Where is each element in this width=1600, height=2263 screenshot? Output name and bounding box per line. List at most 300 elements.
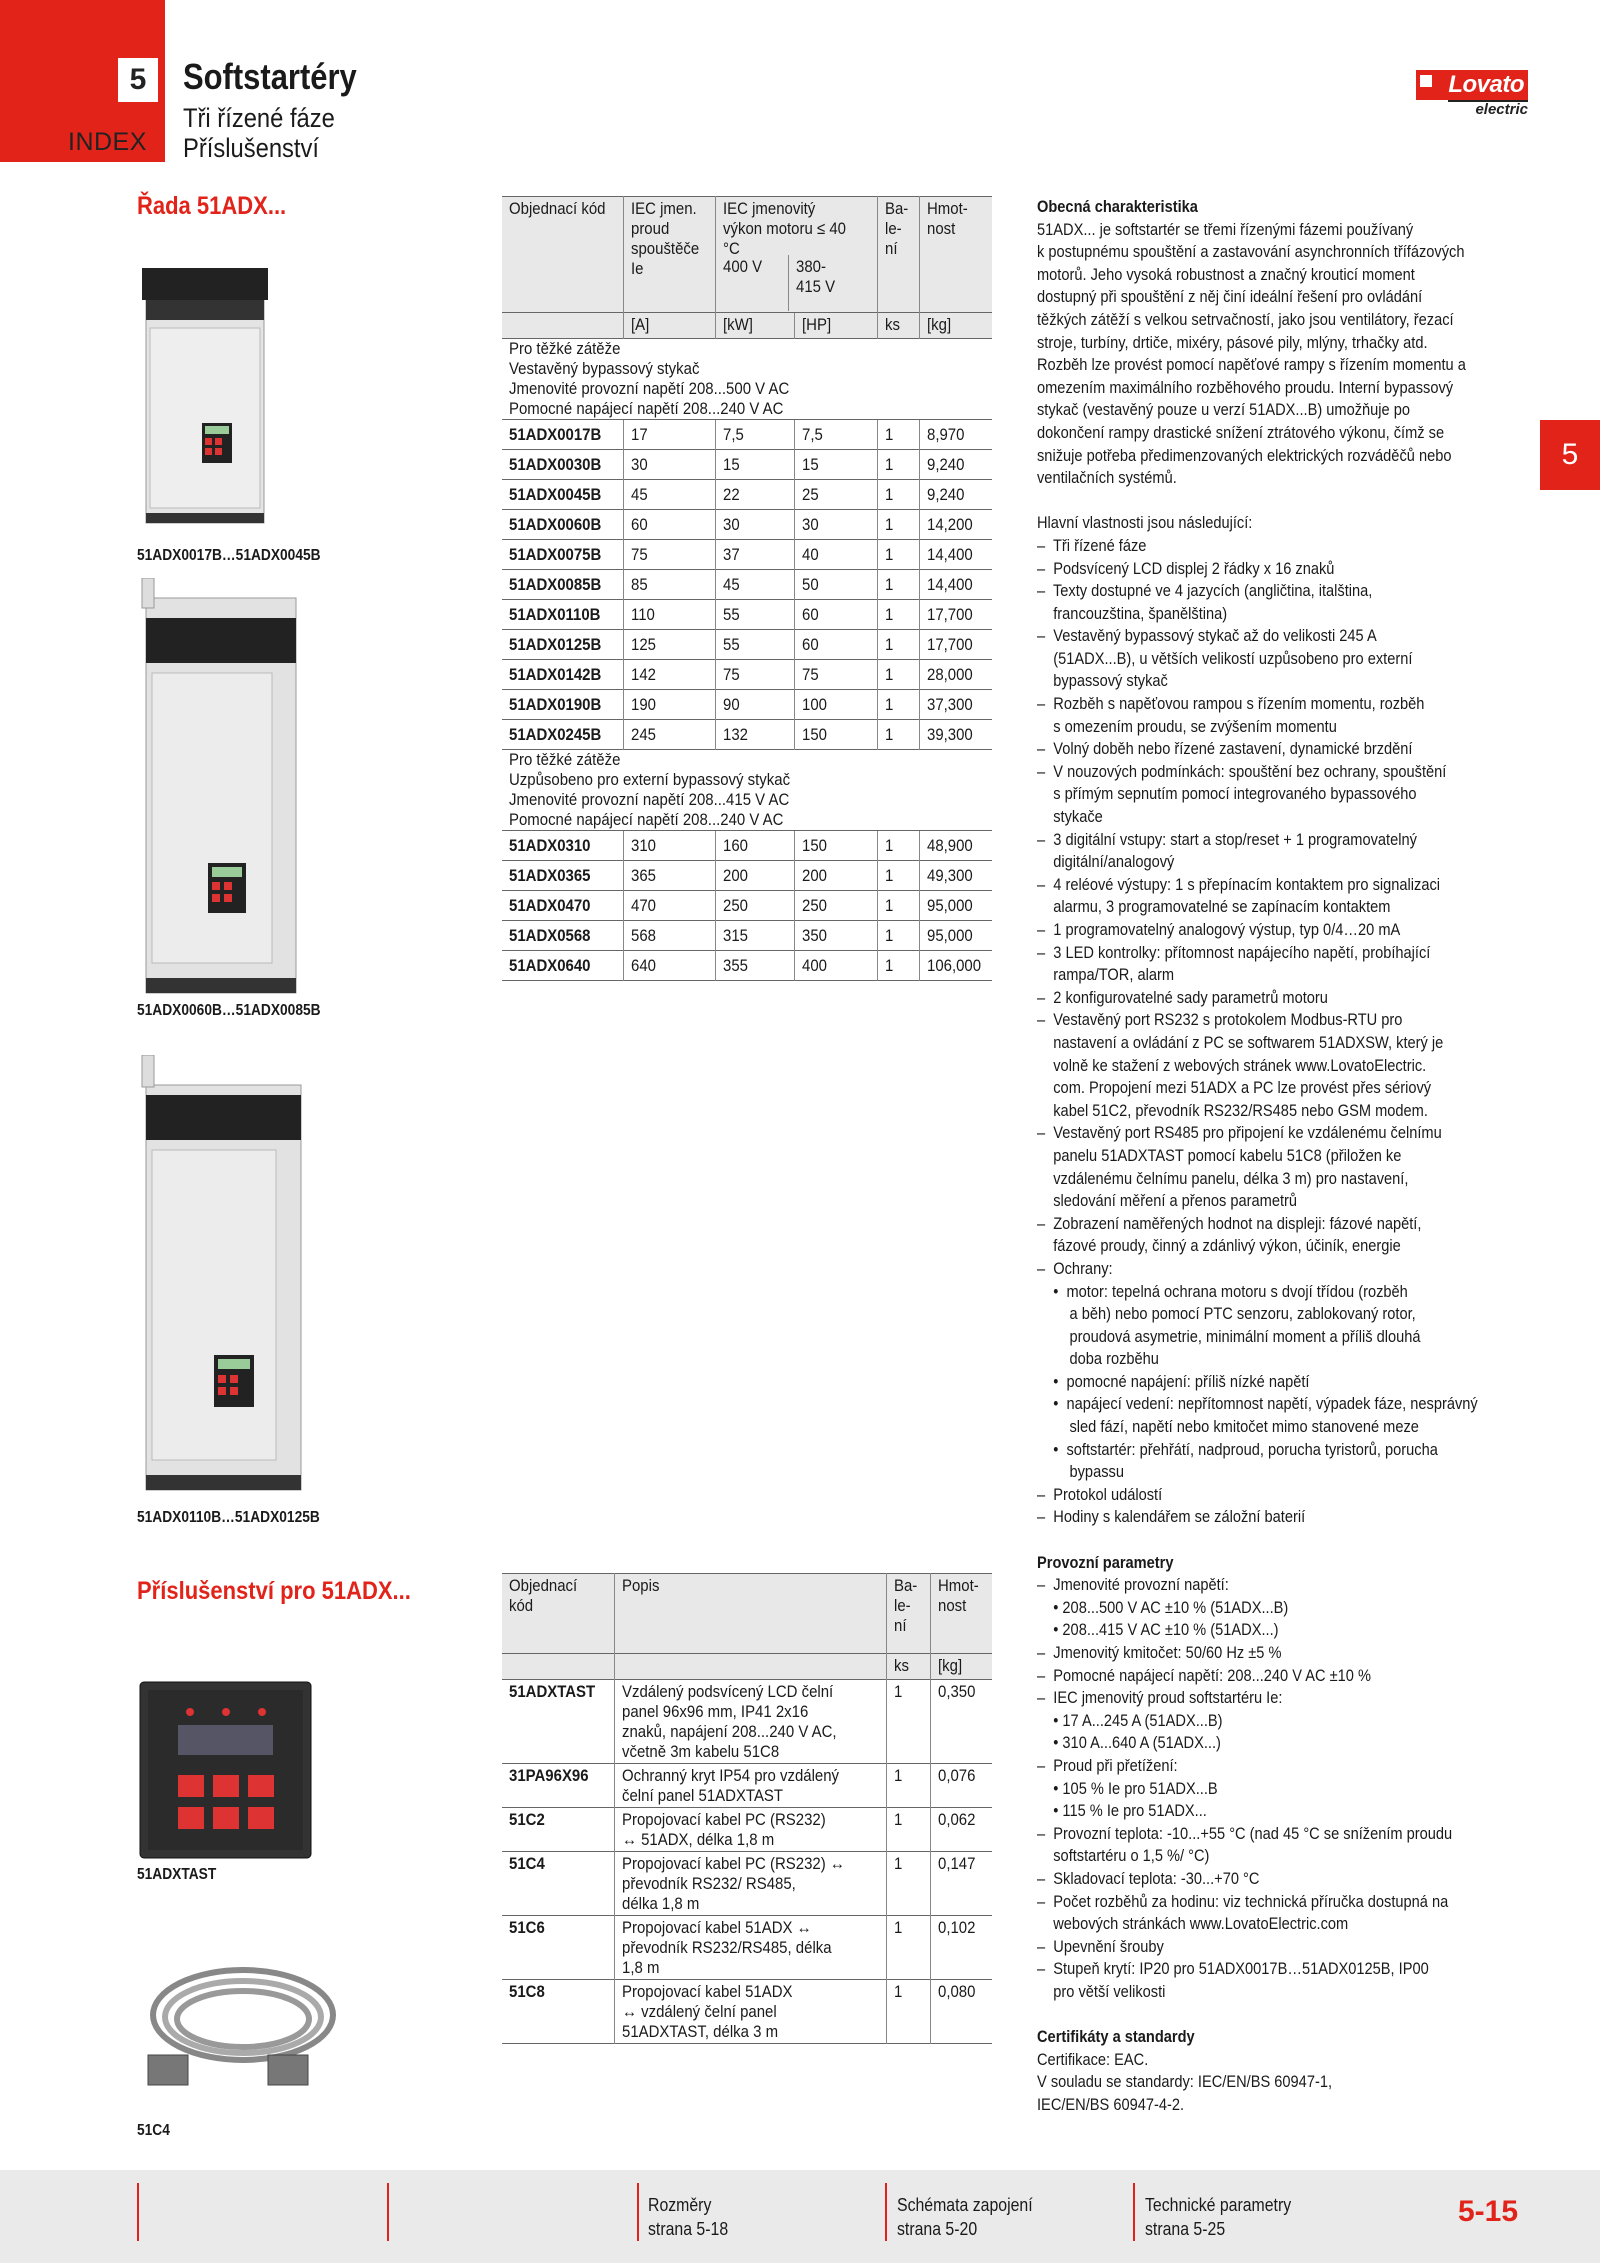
text-line: kabel 51C2, převodník RS232/RS485 nebo GSM modem. — [1037, 1100, 1428, 1120]
product-caption: 51ADX0060B…51ADX0085B — [137, 1002, 321, 1019]
text-line: a běh) nebo pomocí PTC senzoru, zablokovaný rotor, — [1037, 1304, 1416, 1324]
cell-value: 110 — [630, 605, 655, 624]
text-line: – Podsvícený LCD displej 2 řádky x 16 znaků — [1037, 558, 1335, 578]
text-line: dokončení rampy drastické snížení ztrátového výkonu, čímž se — [1037, 422, 1445, 442]
product-image-large — [138, 1055, 308, 1495]
text-line: digitální/analogový — [1037, 852, 1175, 872]
section-heading: Provozní parametry — [1037, 1552, 1174, 1572]
cell-value: 25 — [801, 485, 819, 504]
text-line: 51ADX... je softstartér se třemi řízenými fázemi používaný — [1037, 219, 1414, 239]
product-caption: 51ADX0017B…51ADX0045B — [137, 547, 321, 564]
text-line: • softstartér: přehřátí, nadproud, porucha tyristorů, porucha — [1037, 1439, 1438, 1459]
table-row — [502, 1916, 992, 1980]
cell-value: 365 — [630, 866, 656, 885]
order-code[interactable]: 51C4 — [509, 1854, 545, 1873]
table-row — [502, 600, 992, 630]
accessories-table — [502, 1573, 992, 2044]
group-label: Jmenovité provozní napětí 208...500 V AC — [509, 379, 790, 398]
order-code[interactable]: 51ADX0075B — [509, 545, 602, 564]
text-line: těžkých zátěží s velkou setrvačností, jako jsou ventilátory, řezací — [1037, 309, 1454, 329]
cell-value: 640 — [630, 956, 656, 975]
footer-link-dimensions[interactable]: Rozměry strana 5-18 — [648, 2195, 729, 2239]
order-code[interactable]: 51C6 — [509, 1918, 545, 1937]
table-row — [502, 540, 992, 570]
weight: 0,080 — [937, 1982, 975, 2001]
group-row — [502, 790, 992, 810]
text-line: k postupnému spouštění a zastavování asynchronních třífázových — [1037, 242, 1465, 262]
text-line: – Tři řízené fáze — [1037, 535, 1147, 555]
cell-value: 15 — [722, 455, 740, 474]
text-line: – V nouzových podmínkách: spouštění bez ochrany, spouštění — [1037, 761, 1447, 781]
order-code[interactable]: 51ADX0568 — [509, 926, 591, 945]
cell-value: 37 — [722, 545, 740, 564]
cell-value: 100 — [801, 695, 827, 714]
cell-value: 17,700 — [926, 605, 973, 624]
cell-value: 150 — [801, 725, 827, 744]
unit-label: [HP] — [801, 315, 832, 334]
order-code[interactable]: 51C8 — [509, 1982, 545, 2001]
text-line: ventilačních systémů. — [1037, 468, 1177, 488]
cell-value: 1 — [884, 695, 893, 714]
cell-value: 1 — [884, 725, 893, 744]
cell-value: 1 — [884, 836, 893, 855]
cell-value: 75 — [801, 665, 819, 684]
cell-value: 1 — [884, 635, 893, 654]
unit-label: ks — [893, 1656, 909, 1675]
cell-value: 17 — [630, 425, 648, 444]
cell-value: 310 — [630, 836, 656, 855]
text-line: • motor: tepelná ochrana motoru s dvojí třídou (rozběh — [1037, 1281, 1408, 1301]
order-code[interactable]: 51ADX0045B — [509, 485, 602, 504]
accessories-title: Příslušenství pro 51ADX... — [137, 1577, 411, 1605]
cell-value: 39,300 — [926, 725, 973, 744]
description-line: Vzdálený podsvícený LCD čelní — [621, 1682, 833, 1701]
text-line: sled fází, napětí nebo kmitočet mimo stanovené meze — [1037, 1417, 1419, 1437]
text-line: – 4 reléové výstupy: 1 s přepínacím kontaktem pro signalizaci — [1037, 874, 1441, 894]
cell-value: 55 — [722, 605, 740, 624]
cell-value: 250 — [801, 896, 827, 915]
cell-value: 470 — [630, 896, 656, 915]
text-line: • napájecí vedení: nepřítomnost napětí, výpadek fáze, nesprávný — [1037, 1394, 1478, 1414]
description-text — [1037, 196, 1537, 2116]
unit-label: [kW] — [722, 315, 753, 334]
lovato-logo: Lovato electric — [1416, 70, 1528, 116]
text-line: Hlavní vlastnosti jsou následující: — [1037, 513, 1253, 533]
cell-value: 1 — [884, 485, 893, 504]
cell-value: 30 — [801, 515, 819, 534]
text-line: • 115 % Ie pro 51ADX... — [1037, 1801, 1207, 1821]
text-line: fázové proudy, činný a zdánlivý výkon, účiník, energie — [1037, 1236, 1401, 1256]
footer-separator — [137, 2183, 139, 2241]
cell-value: 400 — [801, 956, 827, 975]
footer-separator — [885, 2183, 887, 2241]
text-line: webových stránkách www.LovatoElectric.com — [1037, 1914, 1349, 1934]
text-line: – Skladovací teplota: -30...+70 °C — [1037, 1868, 1260, 1888]
description-line: délka 1,8 m — [621, 1894, 699, 1913]
sub-header-380: 380-415 V — [795, 257, 835, 296]
cell-value: 40 — [801, 545, 819, 564]
sub-header-400: 400 V — [722, 257, 762, 276]
cable-image — [138, 1955, 348, 2095]
description-line: ↔ 51ADX, délka 1,8 m — [621, 1830, 774, 1849]
page-number: 5-15 — [1458, 2195, 1519, 2228]
cell-value: 9,240 — [926, 455, 965, 474]
text-line: omezením maximálního rozběhového proudu. Interní bypassový — [1037, 377, 1454, 397]
text-line: • 105 % Ie pro 51ADX...B — [1037, 1778, 1218, 1798]
text-line: • 17 A...245 A (51ADX...B) — [1037, 1710, 1223, 1730]
text-line: – IEC jmenovitý proud softstartéru Ie: — [1037, 1688, 1283, 1708]
text-line: s omezením proudu, se zvýšením momentu — [1037, 716, 1337, 736]
text-line: – Provozní teplota: -10...+55 °C (nad 45 °C se snížením proudu — [1037, 1823, 1453, 1843]
weight: 0,147 — [937, 1854, 975, 1873]
side-chapter-tab[interactable]: 5 — [1540, 420, 1600, 490]
col-header: Ba-le-ní — [893, 1576, 917, 1635]
text-line: alarmu, 3 programovatelné se zapínacím kontaktem — [1037, 897, 1391, 917]
pack-qty: 1 — [893, 1682, 902, 1701]
group-row — [502, 770, 992, 790]
cell-value: 160 — [722, 836, 748, 855]
group-row — [502, 339, 992, 360]
cell-value: 1 — [884, 425, 893, 444]
cell-value: 28,000 — [926, 665, 973, 684]
cell-value: 9,240 — [926, 485, 965, 504]
table-row — [502, 1808, 992, 1852]
cell-value: 1 — [884, 575, 893, 594]
cell-value: 45 — [630, 485, 648, 504]
text-line: bypassový stykač — [1037, 671, 1168, 691]
text-line: nastavení a ovládání z PC se softwarem 51ADXSW, který je — [1037, 1032, 1444, 1052]
cell-value: 7,5 — [801, 425, 823, 444]
cell-value: 106,000 — [926, 956, 981, 975]
description-line: Propojovací kabel PC (RS232) ↔ — [621, 1854, 845, 1873]
cell-value: 132 — [722, 725, 748, 744]
section-heading: Obecná charakteristika — [1037, 197, 1198, 216]
weight: 0,062 — [937, 1810, 975, 1829]
text-line: – 3 digitální vstupy: start a stop/reset + 1 programovatelný — [1037, 829, 1417, 849]
text-line: – Pomocné napájecí napětí: 208...240 V AC ±10 % — [1037, 1665, 1371, 1685]
cell-value: 95,000 — [926, 926, 973, 945]
footer-separator — [387, 2183, 389, 2241]
table-row — [502, 1764, 992, 1808]
description-line: čelní panel 51ADXTAST — [621, 1786, 783, 1805]
table-row — [502, 630, 992, 660]
text-line: – Texty dostupné ve 4 jazycích (angličtina, italština, — [1037, 581, 1373, 601]
col-header: Ba-le-ní — [884, 199, 908, 258]
text-line: – 2 konfigurovatelné sady parametrů motoru — [1037, 987, 1328, 1007]
description-line: 51ADXTAST, délka 3 m — [621, 2022, 778, 2041]
chapter-number: 5 — [118, 58, 158, 102]
col-header: Hmot-nost — [926, 199, 968, 238]
group-label: Pro těžké zátěže — [509, 750, 621, 769]
unit-label: [kg] — [937, 1656, 962, 1675]
order-code[interactable]: 51ADX0060B — [509, 515, 602, 534]
pack-qty: 1 — [893, 1766, 902, 1785]
cell-value: 14,400 — [926, 545, 973, 564]
table-row — [502, 861, 992, 891]
cell-value: 90 — [722, 695, 740, 714]
description-line: panel 96x96 mm, IP41 2x16 — [621, 1702, 808, 1721]
cell-value: 45 — [722, 575, 740, 594]
text-line: (51ADX...B), u větších velikostí uzpůsobeno pro externí — [1037, 648, 1413, 668]
group-row — [502, 359, 992, 379]
col-header: IEC jmen. proud spouštěče Ie — [630, 199, 699, 278]
text-line: – Hodiny s kalendářem se záložní baterií — [1037, 1507, 1306, 1527]
description-line: převodník RS232/RS485, délka — [621, 1938, 832, 1957]
order-code[interactable]: 51ADXTAST — [509, 1682, 596, 1701]
cell-value: 85 — [630, 575, 648, 594]
text-line: s přímým sepnutím pomocí integrovaného bypassového — [1037, 784, 1417, 804]
cell-value: 30 — [722, 515, 740, 534]
table-row — [502, 480, 992, 510]
weight: 0,076 — [937, 1766, 975, 1785]
col-header: Popis — [621, 1576, 659, 1595]
pack-qty: 1 — [893, 1982, 902, 2001]
accessory-caption: 51C4 — [137, 2122, 170, 2139]
footer-link-wiring[interactable]: Schémata zapojení strana 5-20 — [897, 2195, 1033, 2239]
text-line: – Upevnění šrouby — [1037, 1936, 1164, 1956]
cell-value: 60 — [801, 605, 819, 624]
text-line: – Vestavěný port RS485 pro připojení ke vzdálenému čelnímu — [1037, 1123, 1442, 1143]
description-line: převodník RS232/ RS485, — [621, 1874, 796, 1893]
table-row — [502, 891, 992, 921]
text-line: – Jmenovitý kmitočet: 50/60 Hz ±5 % — [1037, 1643, 1282, 1662]
order-code[interactable]: 51ADX0365 — [509, 866, 591, 885]
cell-value: 315 — [722, 926, 748, 945]
cell-value: 1 — [884, 665, 893, 684]
order-code[interactable]: 51ADX0190B — [509, 695, 602, 714]
cell-value: 95,000 — [926, 896, 973, 915]
text-line: – Počet rozběhů za hodinu: viz technická příručka dostupná na — [1037, 1891, 1449, 1911]
text-line: proudová asymetrie, minimální moment a příliš dlouhá — [1037, 1326, 1421, 1346]
remote-panel-image — [138, 1680, 313, 1860]
cell-value: 142 — [630, 665, 656, 684]
cell-value: 190 — [630, 695, 656, 714]
cell-value: 350 — [801, 926, 827, 945]
footer-link-technical[interactable]: Technické parametry strana 5-25 — [1145, 2195, 1292, 2239]
cell-value: 49,300 — [926, 866, 973, 885]
cell-value: 250 — [722, 896, 748, 915]
pack-qty: 1 — [893, 1854, 902, 1873]
order-code[interactable]: 51ADX0142B — [509, 665, 602, 684]
text-line: volně ke stažení z webových stránek www.LovatoElectric. — [1037, 1055, 1427, 1075]
cell-value: 37,300 — [926, 695, 973, 714]
cell-value: 200 — [722, 866, 748, 885]
cell-value: 1 — [884, 545, 893, 564]
text-line: doba rozběhu — [1037, 1349, 1159, 1369]
table-row — [502, 951, 992, 981]
col-header: Objednací kód — [509, 1576, 578, 1615]
text-line: • pomocné napájení: příliš nízké napětí — [1037, 1371, 1310, 1391]
cell-value: 8,970 — [926, 425, 965, 444]
unit-label: ks — [884, 315, 900, 334]
group-label: Pomocné napájecí napětí 208...240 V AC — [509, 810, 784, 829]
group-row — [502, 750, 992, 771]
product-caption: 51ADX0110B…51ADX0125B — [137, 1509, 320, 1526]
pack-qty: 1 — [893, 1918, 902, 1937]
text-line: dostupný při spouštění z něj činí ideální řešení pro ovládání — [1037, 287, 1423, 307]
cell-value: 1 — [884, 455, 893, 474]
page-subtitle-1: Tři řízené fáze — [183, 103, 335, 133]
cell-value: 1 — [884, 926, 893, 945]
text-line: Certifikace: EAC. — [1037, 2049, 1149, 2069]
cell-value: 125 — [630, 635, 656, 654]
group-label: Vestavěný bypassový stykač — [509, 359, 700, 378]
order-code[interactable]: 51ADX0085B — [509, 575, 602, 594]
order-code[interactable]: 51ADX0640 — [509, 956, 591, 975]
group-row — [502, 379, 992, 399]
cell-value: 355 — [722, 956, 748, 975]
index-link[interactable]: INDEX — [68, 128, 147, 156]
description-line: Propojovací kabel 51ADX ↔ — [621, 1918, 812, 1937]
cell-value: 30 — [630, 455, 648, 474]
footer-separator — [637, 2183, 639, 2241]
text-line: sledování měření a přenos parametrů — [1037, 1191, 1298, 1211]
text-line: • 208...415 V AC ±10 % (51ADX...) — [1037, 1620, 1279, 1640]
order-code[interactable]: 51ADX0310 — [509, 836, 591, 855]
order-code[interactable]: 51ADX0017B — [509, 425, 602, 444]
product-table — [502, 196, 992, 981]
text-line: – Jmenovité provozní napětí: — [1037, 1575, 1229, 1595]
table-row — [502, 1852, 992, 1916]
cell-value: 17,700 — [926, 635, 973, 654]
text-line: motorů. Jeho vysoká robustnost a značný krouticí moment — [1037, 264, 1415, 284]
text-line: Rozběh lze provést pomocí napěťové rampy s řízením momentu a — [1037, 355, 1466, 375]
table-row — [502, 831, 992, 861]
text-line: stykače — [1037, 807, 1103, 827]
text-line: rampa/TOR, alarm — [1037, 965, 1175, 985]
section-heading: Certifikáty a standardy — [1037, 2027, 1195, 2047]
cell-value: 1 — [884, 515, 893, 534]
text-line: com. Propojení mezi 51ADX a PC lze provést přes sériový — [1037, 1078, 1432, 1098]
col-header: Hmot-nost — [937, 1576, 979, 1615]
text-line: – Volný doběh nebo řízené zastavení, dynamické brzdění — [1037, 739, 1413, 759]
text-line: bypassu — [1037, 1462, 1124, 1482]
footer-separator — [1133, 2183, 1135, 2241]
text-line — [1037, 2004, 1467, 2027]
text-line: – Vestavěný port RS232 s protokolem Modbus-RTU pro — [1037, 1010, 1403, 1030]
cell-value: 14,200 — [926, 515, 973, 534]
text-line: • 310 A...640 A (51ADX...) — [1037, 1733, 1221, 1753]
page-title: Softstartéry — [183, 56, 357, 97]
cell-value: 200 — [801, 866, 827, 885]
text-line: – Protokol událostí — [1037, 1484, 1163, 1504]
col-header: IEC jmenovitý výkon motoru ≤ 40 °C — [722, 199, 846, 258]
table-row — [502, 570, 992, 600]
accessory-caption: 51ADXTAST — [137, 1866, 217, 1883]
description-line: Ochranný kryt IP54 pro vzdálený — [621, 1766, 839, 1785]
text-line: – Ochrany: — [1037, 1258, 1113, 1278]
order-code[interactable]: 31PA96X96 — [509, 1766, 589, 1785]
cell-value: 1 — [884, 866, 893, 885]
unit-label: [A] — [630, 315, 649, 334]
pack-qty: 1 — [893, 1810, 902, 1829]
product-image-medium — [138, 578, 303, 998]
group-label: Pro těžké zátěže — [509, 339, 621, 358]
text-line: IEC/EN/BS 60947-4-2. — [1037, 2094, 1185, 2114]
text-line: stroje, turbíny, drtiče, mixéry, pásové pily, mlýny, trhačky atd. — [1037, 332, 1428, 352]
cell-value: 55 — [722, 635, 740, 654]
table-row — [502, 1980, 992, 2044]
group-label: Pomocné napájecí napětí 208...240 V AC — [509, 399, 784, 418]
series-title: Řada 51ADX... — [137, 192, 287, 220]
cell-value: 245 — [630, 725, 656, 744]
table-row — [502, 660, 992, 690]
order-code[interactable]: 51ADX0470 — [509, 896, 591, 915]
cell-value: 60 — [630, 515, 648, 534]
text-line: vzdálenému čelnímu panelu, délka 3 m) pro nastavení, — [1037, 1168, 1409, 1188]
text-line — [1037, 1529, 1467, 1552]
table-row — [502, 510, 992, 540]
cell-value: 75 — [722, 665, 740, 684]
col-header: Objednací kód — [509, 199, 606, 218]
group-row — [502, 399, 992, 420]
page-subtitle-2: Příslušenství — [183, 133, 320, 163]
cell-value: 1 — [884, 605, 893, 624]
description-line: znaků, napájení 208...240 V AC, — [621, 1722, 837, 1741]
text-line: – Vestavěný bypassový stykač až do velikosti 245 A — [1037, 626, 1377, 646]
table-row — [502, 921, 992, 951]
group-row — [502, 810, 992, 831]
order-code[interactable]: 51ADX0110B — [509, 605, 601, 624]
description-line: včetně 3m kabelu 51C8 — [621, 1742, 779, 1761]
order-code[interactable]: 51ADX0125B — [509, 635, 602, 654]
cell-value: 48,900 — [926, 836, 973, 855]
text-line — [1037, 490, 1467, 513]
cell-value: 7,5 — [722, 425, 744, 444]
text-line: – Stupeň krytí: IP20 pro 51ADX0017B…51ADX0125B, IP00 — [1037, 1959, 1429, 1979]
cell-value: 50 — [801, 575, 819, 594]
text-line: pro větší velikosti — [1037, 1981, 1166, 2001]
order-code[interactable]: 51ADX0030B — [509, 455, 602, 474]
text-line: – Proud při přetížení: — [1037, 1755, 1178, 1775]
cell-value: 150 — [801, 836, 827, 855]
order-code[interactable]: 51ADX0245B — [509, 725, 602, 744]
text-line: – 3 LED kontrolky: přítomnost napájecího napětí, probíhající — [1037, 942, 1431, 962]
text-line: V souladu se standardy: IEC/EN/BS 60947-1, — [1037, 2072, 1333, 2092]
cell-value: 1 — [884, 956, 893, 975]
cell-value: 1 — [884, 896, 893, 915]
text-line: francouzština, španělština) — [1037, 603, 1228, 623]
text-line: panelu 51ADXTAST pomocí kabelu 51C8 (přiložen ke — [1037, 1145, 1402, 1165]
table-row — [502, 690, 992, 720]
description-line: Propojovací kabel PC (RS232) — [621, 1810, 826, 1829]
text-line: – 1 programovatelný analogový výstup, typ 0/4…20 mA — [1037, 920, 1401, 939]
cell-value: 75 — [630, 545, 648, 564]
footer — [0, 2170, 1600, 2263]
table-row — [502, 450, 992, 480]
cell-value: 22 — [722, 485, 740, 504]
cell-value: 15 — [801, 455, 819, 474]
cell-value: 14,400 — [926, 575, 973, 594]
table-row — [502, 1680, 992, 1764]
description-line: Propojovací kabel 51ADX — [621, 1982, 792, 2001]
cell-value: 568 — [630, 926, 656, 945]
text-line: – Rozběh s napěťovou rampou s řízením momentu, rozběh — [1037, 694, 1425, 714]
text-line: • 208...500 V AC ±10 % (51ADX...B) — [1037, 1597, 1289, 1617]
group-label: Jmenovité provozní napětí 208...415 V AC — [509, 790, 790, 809]
description-line: 1,8 m — [621, 1958, 659, 1977]
cell-value: 60 — [801, 635, 819, 654]
product-image-small — [140, 268, 270, 528]
order-code[interactable]: 51C2 — [509, 1810, 545, 1829]
unit-label: [kg] — [926, 315, 951, 334]
text-line: snižuje potřeba předimenzovaných elektrických rozváděčů nebo — [1037, 445, 1452, 465]
table-row — [502, 420, 992, 450]
text-line: – Zobrazení naměřených hodnot na displeji: fázové napětí, — [1037, 1213, 1422, 1233]
weight: 0,350 — [937, 1682, 975, 1701]
text-line: softstartéru o 1,5 %/ °C) — [1037, 1846, 1210, 1866]
weight: 0,102 — [937, 1918, 975, 1937]
